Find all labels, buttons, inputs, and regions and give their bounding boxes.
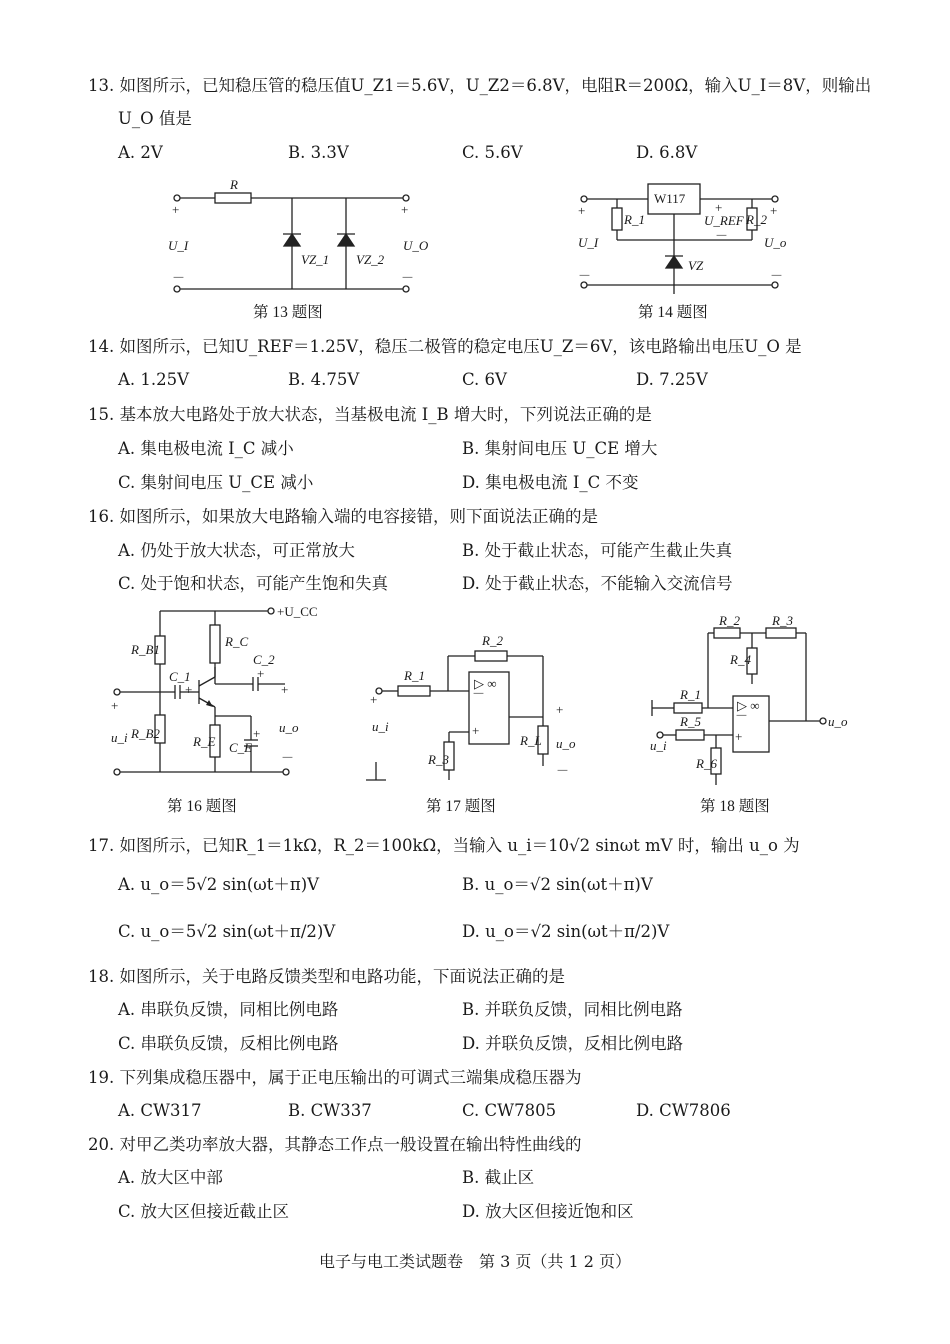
fig16-rb2-label: R_B2 — [131, 726, 160, 741]
fig16-ce-plus: + — [253, 726, 261, 741]
fig17-uo-label: u_o — [556, 736, 576, 751]
fig14-uref-label: U_REF — [704, 213, 744, 228]
resistor-r1 — [612, 208, 622, 230]
resistor-r2 — [714, 628, 740, 638]
fig16-ucc-label: +U_CC — [277, 604, 318, 619]
fig16-c2-plus: + — [257, 666, 265, 681]
fig17-r2-label: R_2 — [482, 633, 503, 648]
fig18-uo-label: u_o — [828, 714, 848, 729]
fig14-r1-label: R_1 — [624, 212, 645, 227]
q20-option-b[interactable]: B. 截止区 — [462, 1168, 535, 1187]
q17-stem: 17. 如图所示，已知R_1＝1kΩ，R_2＝100kΩ，当输入 u_i＝10√2 sinωt mV 时，输出 u_o 为 — [88, 836, 800, 855]
q16-option-a[interactable]: A. 仍处于放大状态，可正常放大 — [118, 541, 355, 560]
q13-option-c[interactable]: C. 5.6V — [462, 143, 523, 162]
fig13-caption: 第 13 题图 — [253, 304, 323, 321]
fig14-uref-plus: + — [715, 200, 723, 215]
fig18-plus-input: + — [735, 729, 743, 744]
fig16-rb1-label: R_B1 — [131, 642, 160, 657]
q14-option-c[interactable]: C. 6V — [462, 370, 507, 389]
fig17-plus-in: + — [370, 692, 378, 707]
q17-option-c[interactable]: C. u_o＝5√2 sin(ωt＋π/2)V — [118, 922, 336, 941]
fig14-uref-minus: － — [715, 228, 729, 243]
fig16-ce-label: C_E — [229, 740, 253, 755]
fig18-amp-symbol: ▷ ∞ — [737, 698, 760, 713]
figure-17-opamp-circuit — [362, 622, 587, 822]
fig14-plus-in: + — [578, 203, 586, 218]
figure-16-amplifier-circuit — [105, 600, 320, 822]
q15-option-b[interactable]: B. 集射间电压 U_CE 增大 — [462, 439, 658, 458]
fig14-ui-label: U_I — [578, 235, 599, 250]
q16-option-c[interactable]: C. 处于饱和状态，可能产生饱和失真 — [118, 574, 389, 593]
fig13-ui-label: U_I — [168, 238, 189, 253]
fig14-plus-out: + — [770, 203, 778, 218]
figure-18-opamp-circuit — [640, 604, 850, 822]
resistor-rc — [210, 625, 220, 663]
fig14-r2-label: R_2 — [746, 212, 767, 227]
q18-option-c[interactable]: C. 串联负反馈，反相比例电路 — [118, 1034, 339, 1053]
fig14-vz-label: VZ — [688, 258, 704, 273]
fig14-caption: 第 14 题图 — [638, 304, 708, 321]
q16-stem: 16. 如图所示，如果放大电路输入端的电容接错，则下面说法正确的是 — [88, 507, 598, 526]
q20-option-a[interactable]: A. 放大区中部 — [118, 1168, 223, 1187]
fig18-ui-label: u_i — [650, 738, 667, 753]
figure-14-regulator-circuit — [572, 172, 792, 324]
fig13-plus-out: + — [401, 202, 409, 217]
q14-option-b[interactable]: B. 4.75V — [288, 370, 360, 389]
q13-option-a[interactable]: A. 2V — [118, 143, 163, 162]
q19-option-d[interactable]: D. CW7806 — [636, 1101, 731, 1120]
fig17-caption: 第 17 题图 — [426, 798, 496, 815]
fig16-c1-label: C_1 — [169, 669, 191, 684]
fig16-re-label: R_E — [193, 734, 216, 749]
figure-13-zener-circuit — [160, 172, 430, 324]
fig13-uo-label: U_O — [403, 238, 429, 253]
q20-option-c[interactable]: C. 放大区但接近截止区 — [118, 1202, 290, 1221]
q17-option-d[interactable]: D. u_o＝√2 sin(ωt＋π/2)V — [462, 922, 670, 941]
fig18-r1-label: R_1 — [680, 687, 701, 702]
fig17-plus-input: + — [472, 723, 480, 738]
q15-stem: 15. 基本放大电路处于放大状态，当基极电流 I_B 增大时，下列说法正确的是 — [88, 405, 652, 424]
fig13-minus-out: － — [401, 270, 415, 285]
q14-option-a[interactable]: A. 1.25V — [118, 370, 190, 389]
q19-option-a[interactable]: A. CW317 — [118, 1101, 202, 1120]
fig18-r4-label: R_4 — [730, 652, 751, 667]
fig14-uo-label: U_o — [764, 235, 787, 250]
fig13-r-label: R — [230, 177, 238, 192]
fig13-vz2-label: VZ_2 — [356, 252, 385, 267]
resistor-r3 — [766, 628, 796, 638]
fig18-caption: 第 18 题图 — [700, 798, 770, 815]
q13-option-d[interactable]: D. 6.8V — [636, 143, 698, 162]
fig16-uo-label: u_o — [279, 720, 299, 735]
fig18-r2-label: R_2 — [719, 613, 740, 628]
resistor-r — [215, 193, 251, 203]
fig18-r5-label: R_5 — [680, 714, 701, 729]
q17-option-a[interactable]: A. u_o＝5√2 sin(ωt＋π)V — [118, 875, 320, 894]
fig18-r6-label: R_6 — [696, 756, 717, 771]
q18-stem: 18. 如图所示，关于电路反馈类型和电路功能，下面说法正确的是 — [88, 967, 565, 986]
fig13-plus-in: + — [172, 202, 180, 217]
q13-stem-line2: U_O 值是 — [118, 109, 192, 128]
fig16-plus-out: + — [281, 682, 289, 697]
fig17-r1-label: R_1 — [404, 668, 425, 683]
fig16-plus-in: + — [111, 698, 119, 713]
q18-option-b[interactable]: B. 并联负反馈，同相比例电路 — [462, 1000, 683, 1019]
q15-option-c[interactable]: C. 集射间电压 U_CE 减小 — [118, 473, 314, 492]
fig17-amp-symbol: ▷ ∞ — [474, 676, 497, 691]
q16-option-b[interactable]: B. 处于截止状态，可能产生截止失真 — [462, 541, 733, 560]
fig14-minus-in: － — [578, 268, 592, 283]
q18-option-a[interactable]: A. 串联负反馈，同相比例电路 — [118, 1000, 339, 1019]
fig18-r3-label: R_3 — [772, 613, 793, 628]
fig16-rc-label: R_C — [225, 634, 249, 649]
fig13-vz1-label: VZ_1 — [301, 252, 330, 267]
fig17-minus-out: － — [556, 763, 570, 778]
q15-option-a[interactable]: A. 集电极电流 I_C 减小 — [118, 439, 294, 458]
q14-option-d[interactable]: D. 7.25V — [636, 370, 708, 389]
q20-stem: 20. 对甲乙类功率放大器，其静态工作点一般设置在输出特性曲线的 — [88, 1135, 582, 1154]
q19-option-c[interactable]: C. CW7805 — [462, 1101, 557, 1120]
resistor-r1 — [674, 703, 702, 713]
fig17-rl-label: R_L — [520, 733, 542, 748]
fig17-plus-out: + — [556, 702, 564, 717]
fig16-c2-label: C_2 — [253, 652, 275, 667]
q17-option-b[interactable]: B. u_o＝√2 sin(ωt＋π)V — [462, 875, 653, 894]
fig17-ui-label: u_i — [372, 719, 389, 734]
fig16-c1-plus: + — [185, 682, 193, 697]
resistor-r1 — [398, 686, 430, 696]
fig14-chip-label: W117 — [654, 191, 686, 206]
q13-stem-line1: 13. 如图所示，已知稳压管的稳压值U_Z1＝5.6V，U_Z2＝6.8V，电阻R＝200Ω，输入U_I＝8V，则输出 — [88, 76, 872, 95]
fig16-ui-label: u_i — [111, 730, 128, 745]
q14-stem: 14. 如图所示，已知U_REF＝1.25V，稳压二极管的稳定电压U_Z＝6V，该电路输出电压U_O 是 — [88, 337, 802, 356]
resistor-r5 — [676, 730, 704, 740]
q18-option-d[interactable]: D. 并联负反馈，反相比例电路 — [462, 1034, 684, 1053]
q16-option-d[interactable]: D. 处于截止状态，不能输入交流信号 — [462, 574, 733, 593]
fig14-minus-out: － — [770, 268, 784, 283]
q20-option-d[interactable]: D. 放大区但接近饱和区 — [462, 1202, 634, 1221]
q15-option-d[interactable]: D. 集电极电流 I_C 不变 — [462, 473, 639, 492]
q13-option-b[interactable]: B. 3.3V — [288, 143, 349, 162]
resistor-r2 — [475, 651, 507, 661]
q19-stem: 19. 下列集成稳压器中，属于正电压输出的可调式三端集成稳压器为 — [88, 1068, 582, 1087]
fig17-r3-label: R_3 — [428, 752, 449, 767]
fig17-minus-input: － — [472, 686, 486, 701]
fig13-minus-in: － — [172, 270, 186, 285]
fig16-caption: 第 16 题图 — [167, 798, 237, 815]
fig16-minus-out: － — [281, 750, 295, 765]
q19-option-b[interactable]: B. CW337 — [288, 1101, 372, 1120]
fig18-minus-input: － — [735, 708, 749, 723]
page-footer: 电子与电工类试题卷 第 3 页（共 1 2 页） — [319, 1252, 631, 1271]
